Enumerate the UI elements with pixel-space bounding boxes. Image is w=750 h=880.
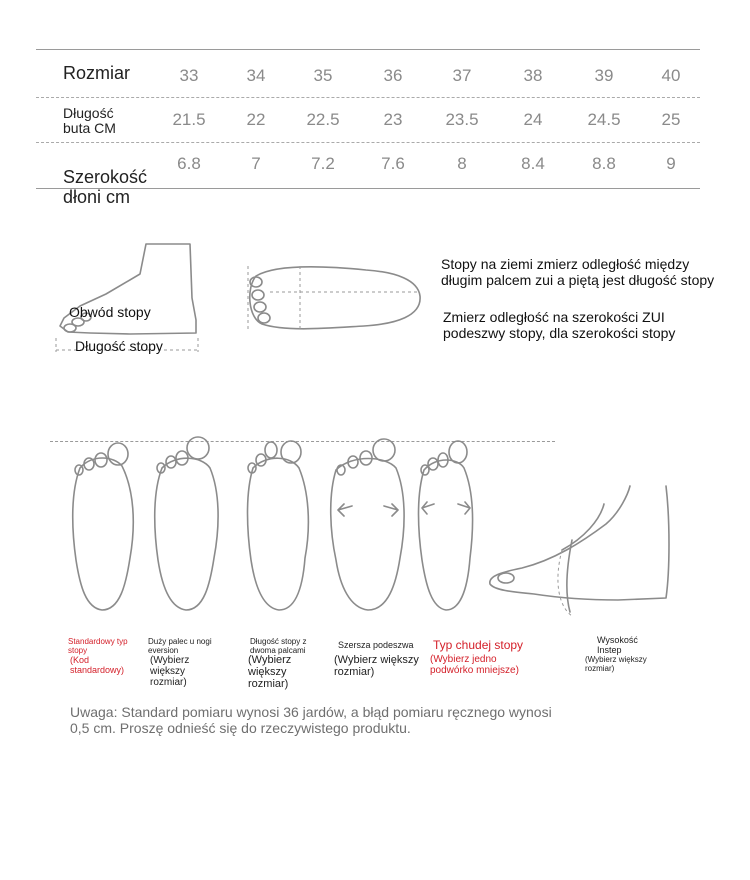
foot-type-note: (Kod standardowy) xyxy=(70,655,125,675)
two-toe-length-foot-icon xyxy=(243,434,315,616)
table-cell: 7 xyxy=(251,154,261,173)
footnote: Uwaga: Standard pomiaru wynosi 36 jardów, a błąd pomiaru ręcznego wynosi 0,5 cm. Proszę odnieść się do rzeczywistego produktu. xyxy=(70,704,552,736)
table-cell: 25 xyxy=(661,110,681,129)
wide-sole-foot-icon xyxy=(328,434,410,616)
table-cell: 38 xyxy=(523,66,543,85)
table-divider xyxy=(36,142,700,143)
table-cell: 8.8 xyxy=(592,154,616,173)
table-cell: 36 xyxy=(383,66,403,85)
table-cell: 22 xyxy=(246,110,266,129)
table-cell: 23 xyxy=(383,110,403,129)
row-label-foot-width: Szerokość dłoni cm xyxy=(63,167,148,207)
foot-type-title: Typ chudej stopy xyxy=(433,638,524,652)
foot-length-label: Długość stopy xyxy=(75,338,163,354)
table-cell: 23.5 xyxy=(445,110,479,129)
table-cell: 22.5 xyxy=(306,110,340,129)
high-instep-foot-icon xyxy=(488,480,674,620)
table-cell: 40 xyxy=(661,66,681,85)
slim-foot-icon xyxy=(414,438,480,616)
foot-type-title: Szersza podeszwa xyxy=(338,640,414,650)
standard-foot-icon xyxy=(66,440,138,615)
table-cell: 21.5 xyxy=(172,110,206,129)
table-top-rule xyxy=(36,49,700,50)
table-cell: 34 xyxy=(246,66,266,85)
table-cell: 8.4 xyxy=(521,154,545,173)
table-cell: 39 xyxy=(594,66,614,85)
table-cell: 8 xyxy=(457,154,467,173)
table-cell: 6.8 xyxy=(177,154,201,173)
foot-type-note: (Wybierz większy rozmiar) xyxy=(150,655,190,688)
foot-type-note: (Wybierz jedno podwórko mniejsze) xyxy=(430,654,519,676)
table-divider xyxy=(36,97,700,98)
table-cell: 35 xyxy=(313,66,333,85)
table-cell: 33 xyxy=(179,66,199,85)
table-cell: 7.2 xyxy=(311,154,335,173)
foot-type-note: (Wybierz większy rozmiar) xyxy=(248,654,292,690)
table-cell: 37 xyxy=(452,66,472,85)
length-instruction: Stopy na ziemi zmierz odległość między długim palcem zui a piętą jest długość stopy xyxy=(441,256,715,288)
table-cell: 7.6 xyxy=(381,154,405,173)
foot-type-note: (Wybierz większy rozmiar) xyxy=(585,655,647,673)
foot-sole-width-illustration xyxy=(246,262,426,340)
table-cell: 24 xyxy=(523,110,543,129)
row-label-size: Rozmiar xyxy=(63,63,131,83)
row-label-shoe-length: Długość buta CM xyxy=(63,105,116,137)
foot-type-title: Standardowy typ stopy xyxy=(68,637,128,655)
bunion-foot-icon xyxy=(150,434,224,616)
foot-type-note: (Wybierz większy rozmiar) xyxy=(334,654,419,678)
width-instruction: Zmierz odległość na szerokości ZUI podeszwy stopy, dla szerokości stopy xyxy=(443,309,676,341)
table-cell: 24.5 xyxy=(587,110,621,129)
foot-circumference-label: Obwód stopy xyxy=(69,304,151,320)
table-cell: 9 xyxy=(666,154,676,173)
foot-type-title: Wysokość Instep xyxy=(597,635,638,655)
foot-type-title: Długość stopy z dwoma palcami xyxy=(250,637,307,655)
foot-type-title: Duży palec u nogi eversion xyxy=(148,637,212,655)
